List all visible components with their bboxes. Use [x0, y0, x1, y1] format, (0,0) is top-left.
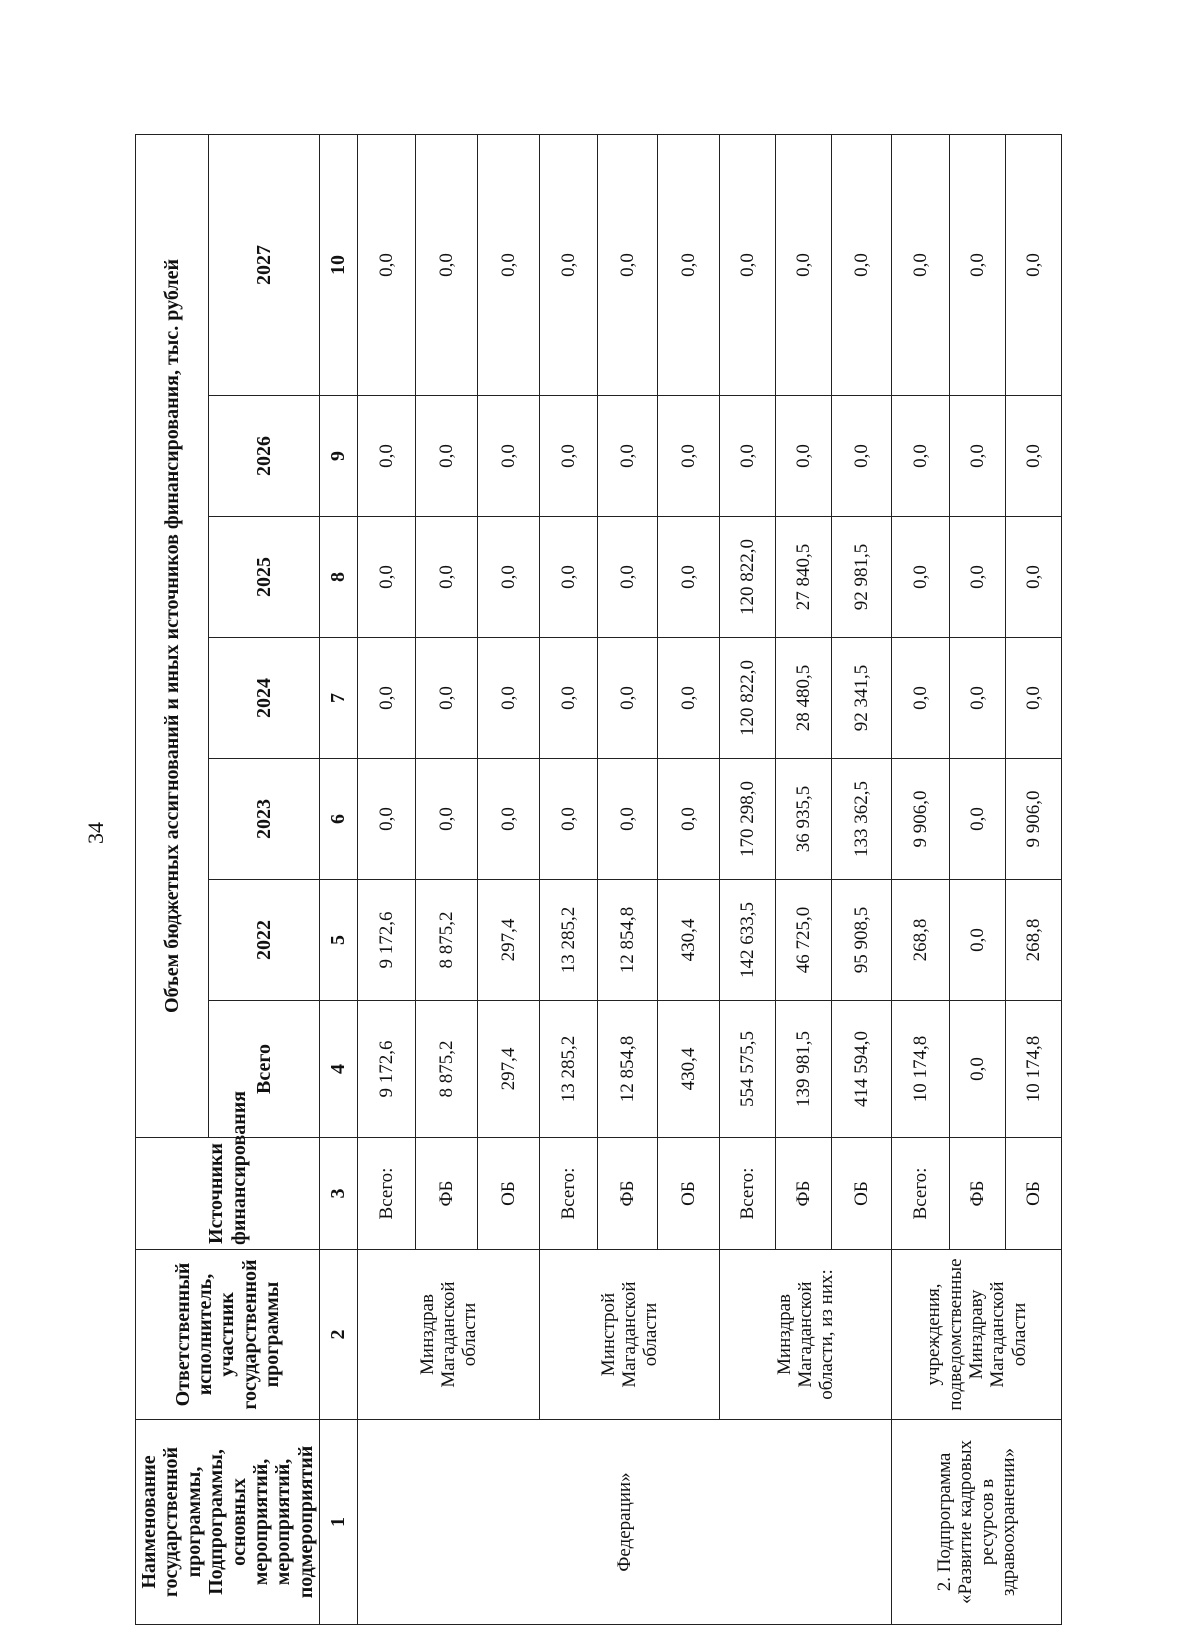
value-cell: 0,0 [720, 396, 776, 517]
value-cell: 268,8 [1006, 880, 1062, 1001]
column-number: 3 [320, 1138, 358, 1250]
value-cell: 8 875,2 [416, 1001, 478, 1138]
value-cell: 0,0 [358, 396, 416, 517]
value-cell: 170 298,0 [720, 759, 776, 880]
header-year-2023: 2023 [208, 759, 319, 880]
value-cell: 0,0 [598, 134, 658, 395]
value-cell: 297,4 [478, 1001, 540, 1138]
value-cell: 0,0 [658, 517, 720, 638]
executor-cell: Минздрав Магаданской области, из них: [720, 1250, 892, 1420]
value-cell: 46 725,0 [776, 880, 832, 1001]
header-name: Наименование государственной программы, Подпрограммы, основных мероприятий, мероприятий, подмероприятий [136, 1420, 320, 1625]
value-cell: 92 341,5 [832, 638, 892, 759]
value-cell: 0,0 [1006, 638, 1062, 759]
value-cell: 133 362,5 [832, 759, 892, 880]
value-cell: 0,0 [950, 134, 1006, 395]
executor-cell: учреждения, подведомственные Минздраву Магаданской области [892, 1250, 1062, 1420]
source-cell: ОБ [1006, 1138, 1062, 1250]
value-cell: 0,0 [776, 396, 832, 517]
value-cell: 0,0 [416, 759, 478, 880]
value-cell: 0,0 [658, 396, 720, 517]
column-number: 8 [320, 517, 358, 638]
table-row [540, 134, 598, 1624]
value-cell: 10 174,8 [1006, 1001, 1062, 1138]
value-cell: 554 575,5 [720, 1001, 776, 1138]
value-cell: 0,0 [658, 134, 720, 395]
executor-cell: Минстрой Магаданской области [540, 1250, 720, 1420]
value-cell: 0,0 [358, 517, 416, 638]
value-cell: 414 594,0 [832, 1001, 892, 1138]
value-cell: 0,0 [540, 396, 598, 517]
source-cell: ОБ [658, 1138, 720, 1250]
value-cell: 10 174,8 [892, 1001, 950, 1138]
value-cell: 0,0 [950, 759, 1006, 880]
value-cell: 0,0 [540, 517, 598, 638]
column-number: 6 [320, 759, 358, 880]
source-cell: Всего: [892, 1138, 950, 1250]
source-cell: ОБ [478, 1138, 540, 1250]
value-cell: 0,0 [416, 396, 478, 517]
value-cell: 0,0 [416, 517, 478, 638]
value-cell: 0,0 [478, 517, 540, 638]
value-cell: 0,0 [950, 517, 1006, 638]
value-cell: 0,0 [478, 759, 540, 880]
source-cell: ФБ [416, 1138, 478, 1250]
rotated-page [135, 135, 1055, 1625]
value-cell: 0,0 [720, 134, 776, 395]
source-cell: ФБ [776, 1138, 832, 1250]
program-name-subprogram-2: 2. Подпрограмма «Развитие кадровых ресурсов в здравоохранении» [892, 1420, 1062, 1625]
value-cell: 9 172,6 [358, 1001, 416, 1138]
value-cell: 0,0 [416, 638, 478, 759]
source-cell: Всего: [720, 1138, 776, 1250]
value-cell: 8 875,2 [416, 880, 478, 1001]
header-volume: Объем бюджетных ассигнований и иных источников финансирования, тыс. рублей [136, 134, 209, 1137]
value-cell: 142 633,5 [720, 880, 776, 1001]
column-number: 1 [320, 1420, 358, 1625]
header-executor: Ответственный исполнитель, участник государственной программы [136, 1250, 320, 1420]
table-row [892, 134, 950, 1624]
value-cell: 13 285,2 [540, 880, 598, 1001]
value-cell: 0,0 [950, 638, 1006, 759]
value-cell: 9 172,6 [358, 880, 416, 1001]
column-number: 7 [320, 638, 358, 759]
value-cell: 0,0 [950, 880, 1006, 1001]
value-cell: 92 981,5 [832, 517, 892, 638]
value-cell: 0,0 [892, 517, 950, 638]
value-cell: 0,0 [598, 638, 658, 759]
source-cell: ФБ [950, 1138, 1006, 1250]
value-cell: 0,0 [832, 396, 892, 517]
value-cell: 9 906,0 [892, 759, 950, 880]
header-year-2022: 2022 [208, 880, 319, 1001]
value-cell: 0,0 [540, 134, 598, 395]
value-cell: 95 908,5 [832, 880, 892, 1001]
column-number: 4 [320, 1001, 358, 1138]
value-cell: 0,0 [540, 759, 598, 880]
value-cell: 0,0 [478, 134, 540, 395]
value-cell: 0,0 [478, 638, 540, 759]
value-cell: 139 981,5 [776, 1001, 832, 1138]
header-year-2025: 2025 [208, 517, 319, 638]
value-cell: 0,0 [598, 759, 658, 880]
value-cell: 0,0 [540, 638, 598, 759]
value-cell: 430,4 [658, 1001, 720, 1138]
header-year-2027: 2027 [208, 134, 319, 395]
value-cell: 0,0 [358, 134, 416, 395]
value-cell: 120 822,0 [720, 638, 776, 759]
column-number: 2 [320, 1250, 358, 1420]
value-cell: 0,0 [892, 134, 950, 395]
value-cell: 28 480,5 [776, 638, 832, 759]
source-cell: Всего: [540, 1138, 598, 1250]
value-cell: 9 906,0 [1006, 759, 1062, 880]
source-cell: Всего: [358, 1138, 416, 1250]
program-name-federation: Федерации» [358, 1420, 892, 1625]
executor-cell: Минздрав Магаданской области [358, 1250, 540, 1420]
value-cell: 13 285,2 [540, 1001, 598, 1138]
value-cell: 12 854,8 [598, 1001, 658, 1138]
table-row [720, 134, 776, 1624]
column-number: 10 [320, 134, 358, 395]
value-cell: 0,0 [358, 638, 416, 759]
table-row [358, 134, 416, 1624]
value-cell: 0,0 [1006, 517, 1062, 638]
value-cell: 0,0 [1006, 134, 1062, 395]
value-cell: 0,0 [658, 638, 720, 759]
value-cell: 36 935,5 [776, 759, 832, 880]
column-number: 5 [320, 880, 358, 1001]
source-cell: ОБ [832, 1138, 892, 1250]
value-cell: 0,0 [950, 396, 1006, 517]
value-cell: 0,0 [658, 759, 720, 880]
value-cell: 0,0 [598, 396, 658, 517]
header-sources: Источники финансирования [136, 1138, 320, 1250]
header-year-2024: 2024 [208, 638, 319, 759]
budget-table [135, 134, 1062, 1625]
value-cell: 0,0 [776, 134, 832, 395]
value-cell: 268,8 [892, 880, 950, 1001]
value-cell: 0,0 [358, 759, 416, 880]
value-cell: 12 854,8 [598, 880, 658, 1001]
column-number: 9 [320, 396, 358, 517]
value-cell: 0,0 [892, 396, 950, 517]
value-cell: 0,0 [478, 396, 540, 517]
value-cell: 120 822,0 [720, 517, 776, 638]
page-number: 34 [83, 822, 108, 844]
value-cell: 0,0 [832, 134, 892, 395]
value-cell: 0,0 [892, 638, 950, 759]
value-cell: 0,0 [950, 1001, 1006, 1138]
value-cell: 0,0 [416, 134, 478, 395]
header-year-2026: 2026 [208, 396, 319, 517]
header-year-total: Всего [208, 1001, 319, 1138]
value-cell: 297,4 [478, 880, 540, 1001]
value-cell: 430,4 [658, 880, 720, 1001]
value-cell: 0,0 [598, 517, 658, 638]
source-cell: ФБ [598, 1138, 658, 1250]
value-cell: 0,0 [1006, 396, 1062, 517]
value-cell: 27 840,5 [776, 517, 832, 638]
